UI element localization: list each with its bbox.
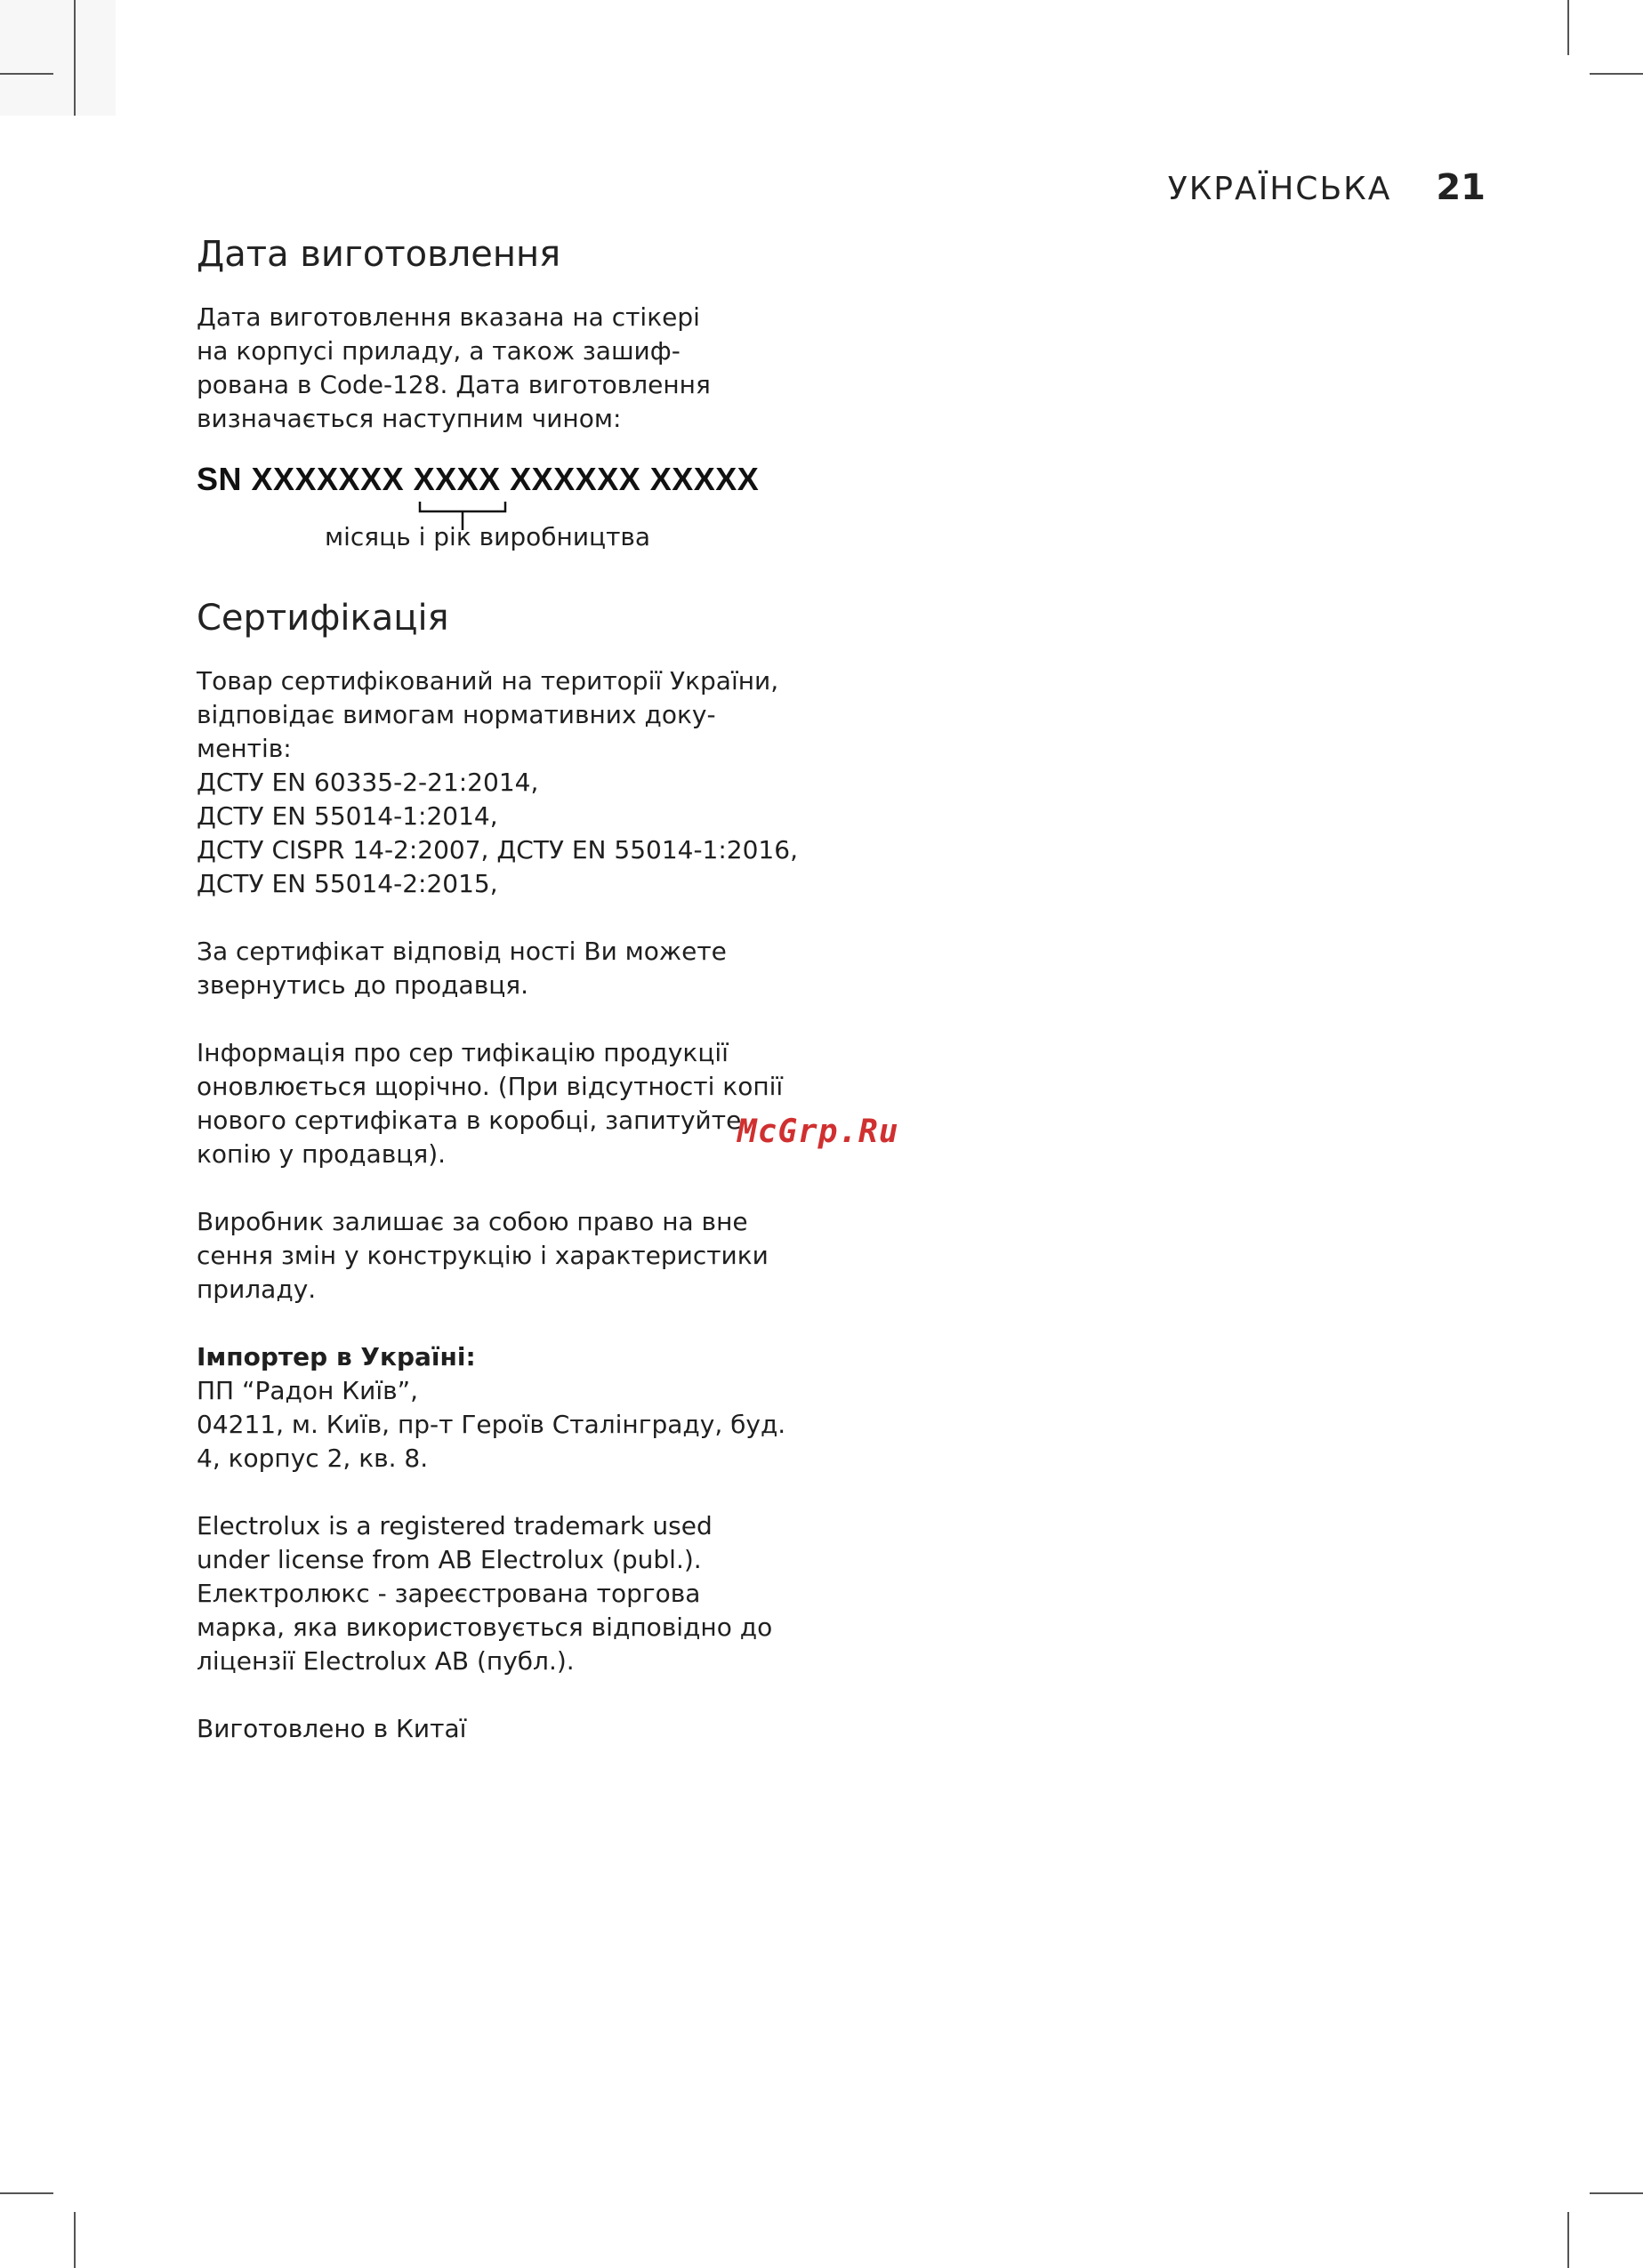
standard-line: ДСТУ EN 60335-2-21:2014, [197,768,539,797]
text-line: відповідає вимогам нормативних доку- [197,700,716,729]
standard-line: ДСТУ CISPR 14-2:2007, ДСТУ EN 55014-1:2016, [197,835,798,865]
crop-mark [0,2192,53,2194]
importer-label: Імпортер в Україні: [197,1342,476,1371]
manufacture-heading: Дата виготовлення [197,234,561,275]
text-line: приладу. [197,1275,317,1304]
header-language: УКРАЇНСЬКА [1167,171,1392,207]
text-line: на корпусі приладу, а також зашиф- [197,336,681,366]
text-line: 4, корпус 2, кв. 8. [197,1444,429,1473]
crop-mark [74,0,76,116]
serial-number-diagram [197,461,837,572]
crop-mark [74,2212,76,2268]
text-line: звернутись до продавця. [197,970,528,1000]
crop-mark [1567,2212,1569,2268]
trademark-paragraph [197,1509,837,1678]
text-line: ПП “Радон Київ”, [197,1376,419,1405]
text-line: сення змін у конструкцію і характеристики [197,1241,769,1270]
text-line: 04211, м. Київ, пр-т Героїв Сталінграду, буд. [197,1410,786,1439]
page-content [197,229,837,1746]
crop-mark [1567,0,1569,55]
certification-heading: Сертифікація [197,598,449,639]
manufacture-paragraph [197,301,837,436]
watermark-text: McGrp.Ru [737,1114,899,1150]
manufacturer-rights-paragraph [197,1205,837,1307]
certification-paragraph [197,664,837,901]
text-line: Виробник залишає за собою право на вне [197,1207,748,1236]
text-line: Товар сертифікований на території України, [197,666,779,696]
running-header [1168,167,1486,208]
text-line: ментів: [197,734,292,763]
page-corner-shade [0,0,116,116]
text-line: Інформація про сер тифікацію продукції [197,1038,729,1067]
text-line: under license from AB Electrolux (publ.). [197,1545,702,1574]
text-line: рована в Code-128. Дата виготовлення [197,370,711,399]
crop-mark [0,73,53,75]
made-in-line: Виготовлено в Китаї [197,1714,467,1743]
text-line: марка, яка використовується відповідно до [197,1613,773,1642]
text-line: Electrolux is a registered trademark used [197,1511,713,1540]
text-line: Електролюкс - зареєстрована торгова [197,1579,701,1608]
crop-mark [1590,73,1643,75]
text-line: нового сертифіката в коробці, запитуйте [197,1106,742,1135]
text-line: Дата виготовлення вказана на стікері [197,302,700,332]
text-line: ліцензії Electrolux AB (публ.). [197,1646,575,1676]
standard-line: ДСТУ EN 55014-1:2014, [197,801,498,831]
serial-number-format: SN XXXXXXX XXXX XXXXXX XXXXX [197,461,760,497]
crop-mark [1590,2192,1643,2194]
serial-caption: місяць і рік виробництва [325,522,651,551]
standard-line: ДСТУ EN 55014-2:2015, [197,869,498,898]
text-line: визначається наступним чином: [197,404,622,433]
text-line: копію у продавця). [197,1139,447,1169]
certificate-contact-paragraph [197,935,837,1002]
page-number: 21 [1436,167,1486,208]
importer-block [197,1340,837,1476]
text-line: оновлюється щорічно. (При відсутності копії [197,1072,784,1101]
text-line: За сертифікат відповід ності Ви можете [197,937,727,966]
certificate-update-paragraph [197,1036,837,1171]
